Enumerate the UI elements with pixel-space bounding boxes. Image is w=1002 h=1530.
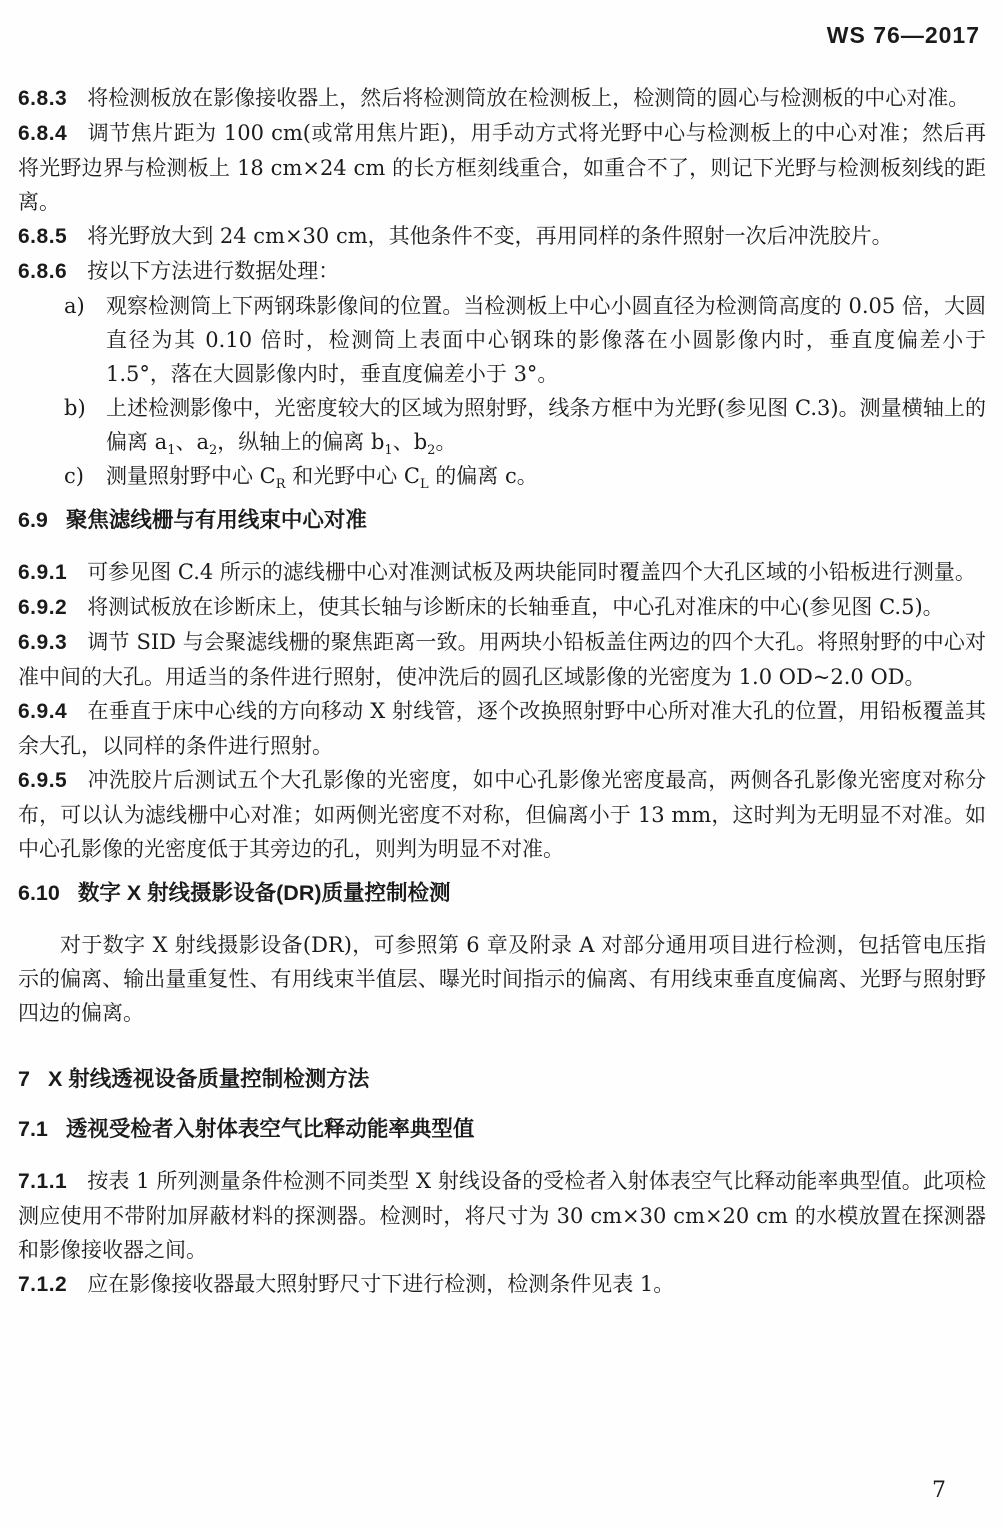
list-item-a xyxy=(18,289,986,391)
clause-6-8-4 xyxy=(18,116,986,219)
clause-text: 按表 1 所列测量条件检测不同类型 X 射线设备的受检者入射体表空气比释动能率典型值。此项检测应使用不带附加屏蔽材料的探测器。检测时，将尺寸为 30 cm×30 cm×20 cm 的水模放置在探测器和影像接收器之间。 xyxy=(18,1169,986,1262)
page-number: 7 xyxy=(932,1478,946,1503)
subscript: 2 xyxy=(209,443,218,459)
clause-text: 将光野放大到 24 cm×30 cm，其他条件不变，再用同样的条件照射一次后冲洗胶片。 xyxy=(87,224,893,248)
clause-7-1-1 xyxy=(18,1164,986,1267)
clause-6-9-3 xyxy=(18,625,986,694)
list-marker-b: b) xyxy=(64,396,86,420)
heading-text: X 射线透视设备质量控制检测方法 xyxy=(47,1067,370,1091)
subscript: 1 xyxy=(167,443,176,459)
clause-number: 6.9.2 xyxy=(18,596,68,619)
heading-number: 6.9 xyxy=(18,508,48,532)
list-text-c: 测量照射野中心 $C_R$ 和光野中心 $C_L$ 的偏离 c。 xyxy=(106,464,538,493)
clause-number: 6.9.1 xyxy=(18,561,68,584)
clause-number: 6.9.3 xyxy=(18,631,68,654)
heading-text: 透视受检者入射体表空气比释动能率典型值 xyxy=(65,1117,475,1141)
paragraph-dr-overview: 对于数字 X 射线摄影设备(DR)，可参照第 6 章及附录 A 对部分通用项目进行检测，包括管电压指示的偏离、输出量重复性、有用线束半值层、曝光时间指示的偏离、有用线束垂直度偏离、光野与照射野四边的偏离。 xyxy=(18,933,986,1025)
clause-number: 6.8.3 xyxy=(18,87,68,110)
list-text-a: 观察检测筒上下两钢珠影像间的位置。当检测板上中心小圆直径为检测筒高度的 0.05 倍，大圆直径为其 0.10 倍时，检测筒上表面中心钢珠的影像落在小圆影像内时，垂直度偏差小于 1.5°，落在大圆影像内时，垂直度偏差小于 3°。 xyxy=(106,294,986,386)
heading-6-10 xyxy=(18,876,986,910)
clause-number: 6.9.4 xyxy=(18,700,68,723)
clause-text: 调节焦片距为 100 cm(或常用焦片距)，用手动方式将光野中心与检测板上的中心对准；然后再将光野边界与检测板上 18 cm×24 cm 的长方框刻线重合，如重合不了，则记下光野与检测板刻线的距离。 xyxy=(18,121,986,214)
clause-number: 7.1.1 xyxy=(18,1170,68,1193)
clause-6-9-1 xyxy=(18,555,986,590)
clause-6-8-5 xyxy=(18,219,986,254)
clause-text: 可参见图 C.4 所示的滤线栅中心对准测试板及两块能同时覆盖四个大孔区域的小铅板进行测量。 xyxy=(87,560,976,584)
clause-number: 7.1.2 xyxy=(18,1273,68,1296)
standard-number-header: WS 76—2017 xyxy=(826,22,980,48)
heading-7-1 xyxy=(18,1112,986,1146)
clause-text: 将检测板放在影像接收器上，然后将检测筒放在检测板上，检测筒的圆心与检测板的中心对准。 xyxy=(87,86,970,110)
list-marker-c: c) xyxy=(64,464,84,488)
clause-text: 将测试板放在诊断床上，使其长轴与诊断床的长轴垂直，中心孔对准床的中心(参见图 C.5)。 xyxy=(87,595,944,619)
clause-6-9-5 xyxy=(18,763,986,866)
clause-text: 应在影像接收器最大照射野尺寸下进行检测，检测条件见表 1。 xyxy=(87,1272,675,1296)
clause-number: 6.9.5 xyxy=(18,769,68,792)
clause-text: 按以下方法进行数据处理： xyxy=(87,259,340,283)
list-text-b: 上述检测影像中，光密度较大的区域为照射野，线条方框中为光野(参见图 C.3)。测量横轴上的偏离 $a_1$、$a_2$，纵轴上的偏离 $b_1$、$b_2$。 xyxy=(106,396,986,459)
list-item-b xyxy=(18,391,986,459)
subscript: 2 xyxy=(427,443,436,459)
clause-text: 在垂直于床中心线的方向移动 X 射线管，逐个改换照射野中心所对准大孔的位置，用铅板覆盖其余大孔，以同样的条件进行照射。 xyxy=(18,699,986,758)
clause-6-8-6 xyxy=(18,254,986,289)
document-body xyxy=(18,81,986,1302)
subscript: R xyxy=(275,477,286,493)
clause-6-9-2 xyxy=(18,590,986,625)
list-marker-a: a) xyxy=(64,294,85,318)
heading-number: 7 xyxy=(18,1067,30,1091)
heading-text: 聚焦滤线栅与有用线束中心对准 xyxy=(65,508,367,532)
list-item-c xyxy=(18,459,986,493)
heading-7 xyxy=(18,1062,986,1096)
clause-number: 6.8.6 xyxy=(18,260,68,283)
clause-number: 6.8.4 xyxy=(18,122,68,145)
subscript: L xyxy=(419,477,429,493)
clause-text: 调节 SID 与会聚滤线栅的聚焦距离一致。用两块小铅板盖住两边的四个大孔。将照射野的中心对准中间的大孔。用适当的条件进行照射，使冲洗后的圆孔区域影像的光密度为 1.0 OD~2.0 OD。 xyxy=(18,630,986,689)
heading-number: 6.10 xyxy=(18,881,60,905)
clause-6-9-4 xyxy=(18,694,986,763)
clause-number: 6.8.5 xyxy=(18,225,68,248)
clause-6-8-3 xyxy=(18,81,986,116)
clause-7-1-2 xyxy=(18,1267,986,1302)
subscript: 1 xyxy=(384,443,393,459)
clause-text: 冲洗胶片后测试五个大孔影像的光密度，如中心孔影像光密度最高，两侧各孔影像光密度对称分布，可以认为滤线栅中心对准；如两侧光密度不对称，但偏离小于 13 mm，这时判为无明显不对准。如中心孔影像的光密度低于其旁边的孔，则判为明显不对准。 xyxy=(18,768,986,861)
heading-6-9 xyxy=(18,503,986,537)
heading-number: 7.1 xyxy=(18,1117,48,1141)
heading-text: 数字 X 射线摄影设备(DR)质量控制检测 xyxy=(77,881,451,905)
